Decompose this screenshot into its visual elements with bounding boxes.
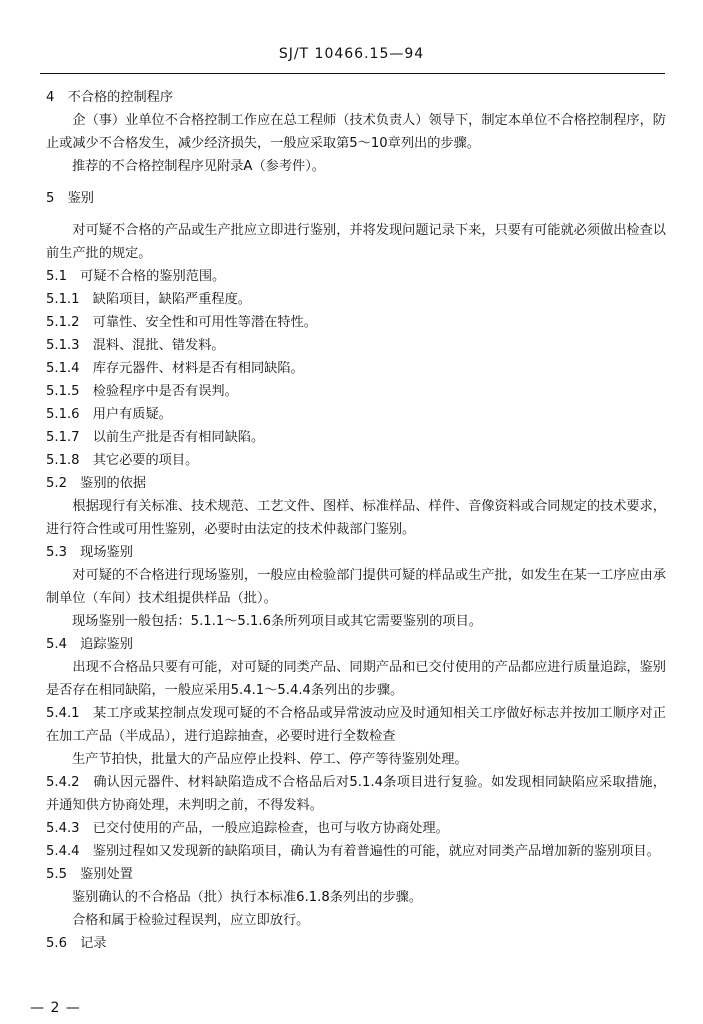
section-heading: 5.4 追踪鉴别 [46,637,133,652]
page-number: — 2 — [30,1000,81,1016]
indented-line: 现场鉴别一般包括：5.1.1～5.1.6条所列项目或其它需要鉴别的项目。 [72,614,482,629]
indented-line: 合格和属于检验过程误判，应立即放行。 [72,913,310,928]
section-heading: 5.1.2 可靠性、安全性和可用性等潜在特性。 [46,315,317,330]
spacer [46,178,666,187]
indented-line: 生产节拍快，批量大的产品应停止投料、停工、停产等待鉴别处理。 [72,752,468,767]
numbered-paragraph: 5.4.4 鉴别过程如又发现新的缺陷项目，确认为有着普遍性的可能，就应对同类产品增加新的鉴别项目。 [46,844,660,859]
spacer [46,210,666,219]
section-heading: 5.2 鉴别的依据 [46,476,147,491]
section-heading: 5.1.8 其它必要的项目。 [46,453,199,468]
section-heading: 4 不合格的控制程序 [46,90,174,105]
body-paragraph: 根据现行有关标准、技术规范、工艺文件、图样、标准样品、样件、音像资料或合同规定的技术要求，进行符合性或可用性鉴别，必要时由法定的技术仲裁部门鉴别。 [46,499,666,537]
section-heading: 5.1.6 用户有质疑。 [46,407,172,422]
section-heading: 5 鉴别 [46,191,94,206]
standard-number-header: SJ/T 10466.15—94 [278,46,425,62]
section-heading: 5.3 现场鉴别 [46,545,133,560]
body-paragraph: 对可疑的不合格进行现场鉴别，一般应由检验部门提供可疑的样品或生产批，如发生在某一工序应由承制单位（车间）技术组提供样品（批）。 [46,568,666,606]
section-heading: 5.1.7 以前生产批是否有相同缺陷。 [46,430,265,445]
indented-line: 推荐的不合格控制程序见附录A（参考件）。 [72,159,325,174]
section-heading: 5.1.3 混料、混批、错发料。 [46,338,225,353]
body-paragraph: 出现不合格品只要有可能，对可疑的同类产品、同期产品和已交付使用的产品都应进行质量追踪，鉴别是否存在相同缺陷，一般应采用5.4.1～5.4.4条列出的步骤。 [46,660,666,698]
section-heading: 5.1.1 缺陷项目，缺陷严重程度。 [46,292,251,307]
section-heading: 5.5 鉴别处置 [46,867,133,882]
header-rule [40,73,665,74]
section-heading: 5.1 可疑不合格的鉴别范围。 [46,269,226,284]
section-heading: 5.1.5 检验程序中是否有误判。 [46,384,238,399]
body-paragraph: 对可疑不合格的产品或生产批应立即进行鉴别，并将发现问题记录下来，只要有可能就必须做出检查以前生产批的规定。 [46,223,666,261]
section-heading: 5.4.3 已交付使用的产品，一般应追踪检查，也可与收方协商处理。 [46,821,449,836]
section-heading: 5.1.4 库存元器件、材料是否有相同缺陷。 [46,361,304,376]
numbered-paragraph: 5.4.2 确认因元器件、材料缺陷造成不合格品后对5.1.4条项目进行复验。如发现相同缺陷应采取措施，并通知供方协商处理，未判明之前，不得发料。 [46,775,666,813]
indented-line: 鉴别确认的不合格品（批）执行本标准6.1.8条列出的步骤。 [72,890,423,905]
section-heading: 5.6 记录 [46,936,107,951]
numbered-paragraph: 5.4.1 某工序或某控制点发现可疑的不合格品或异常波动应及时通知相关工序做好标志并按加工顺序对正在加工产品（半成品），进行追踪抽查，必要时进行全数检查 [46,706,666,744]
body-paragraph: 企（事）业单位不合格控制工作应在总工程师（技术负责人）领导下，制定本单位不合格控制程序，防止或减少不合格发生，减少经济损失，一般应采取第5～10章列出的步骤。 [46,113,666,151]
document-body [46,86,666,955]
